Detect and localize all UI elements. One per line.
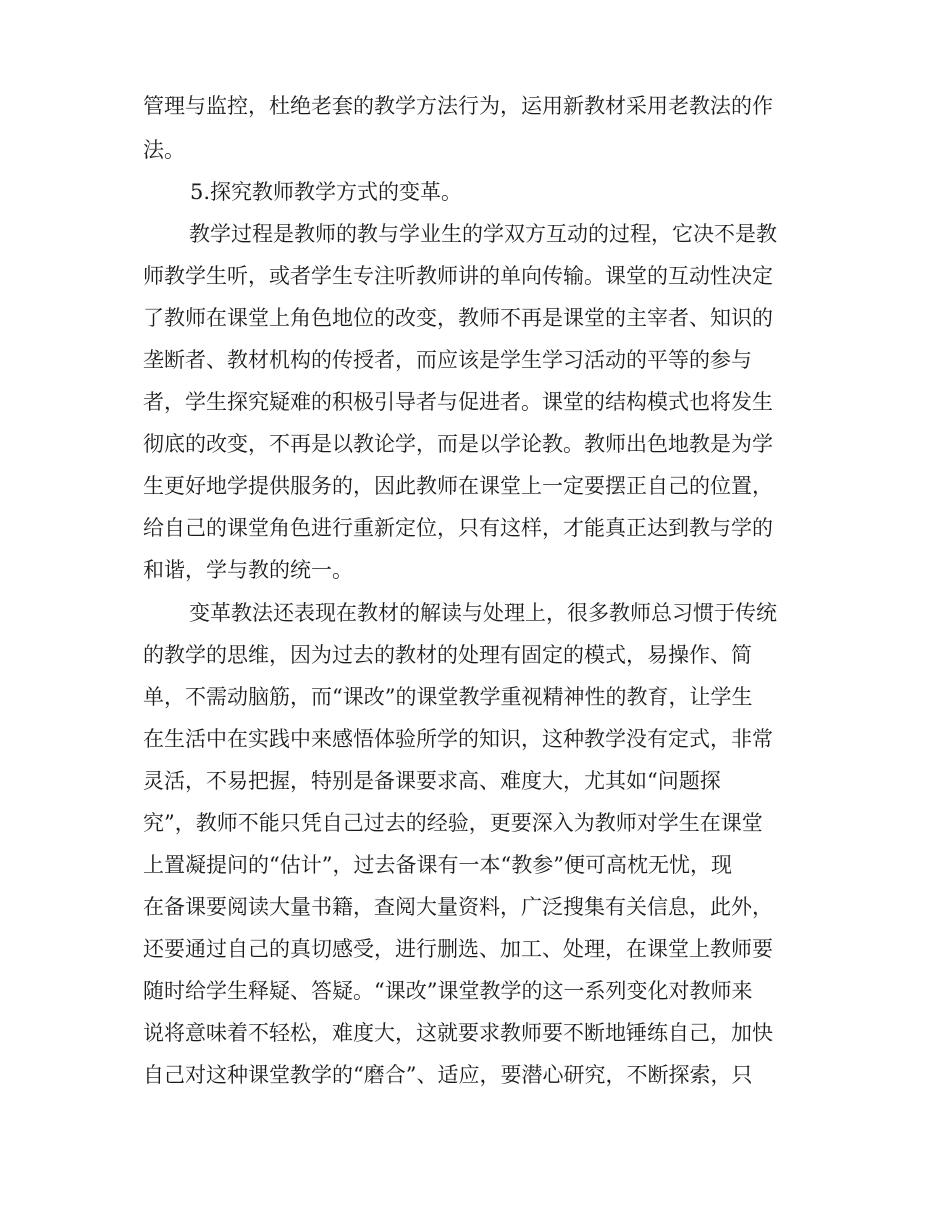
text-line: 垄断者、教材机构的传授者，而应该是学生学习活动的平等的参与 <box>143 348 752 372</box>
text-line: 单，不需动脑筋，而“课改”的课堂教学重视精神性的教育，让学生 <box>143 685 753 709</box>
text-line: 上置凝提问的“估计”，过去备课有一本“教参”便可高枕无忧，现 <box>143 853 732 877</box>
text-line: 灵活，不易把握，特别是备课要求高、难度大，尤其如“问题探 <box>143 769 721 793</box>
text-line: 在生活中在实践中来感悟体验所学的知识，这种教学没有定式，非常 <box>143 727 773 751</box>
text-line: 的教学的思维，因为过去的教材的处理有固定的模式，易操作、简 <box>143 643 752 667</box>
text-line: 者，学生探究疑难的积极引导者与促进者。课堂的结构模式也将发生 <box>143 390 773 414</box>
text-line: 教学过程是教师的教与学业生的学双方互动的过程，它决不是教 <box>189 222 777 246</box>
text-line: 说将意味着不轻松，难度大，这就要求教师要不断地锤练自己，加快 <box>143 1021 773 1045</box>
text-line: 随时给学生释疑、答疑。“课改”课堂教学的这一系列变化对教师来 <box>143 979 753 1003</box>
text-line: 生更好地学提供服务的，因此教师在课堂上一定要摆正自己的位置， <box>143 474 773 498</box>
text-line: 还要通过自己的真切感受，进行删选、加工、处理，在课堂上教师要 <box>143 937 773 961</box>
text-line: 给自己的课堂角色进行重新定位，只有这样，才能真正达到教与学的 <box>143 516 773 540</box>
text-line: 和谐，学与教的统一。 <box>143 558 353 582</box>
text-line: 了教师在课堂上角色地位的改变，教师不再是课堂的主宰者、知识的 <box>143 306 773 330</box>
section-heading: 5.探究教师教学方式的变革。 <box>190 180 463 204</box>
text-line: 管理与监控，杜绝老套的教学方法行为，运用新教材采用老教法的作 <box>143 94 773 118</box>
text-line: 究”，教师不能只凭自己过去的经验，更要深入为教师对学生在课堂 <box>143 811 763 835</box>
text-line: 在备课要阅读大量书籍，查阅大量资料，广泛搜集有关信息，此外， <box>143 895 773 919</box>
text-line: 彻底的改变，不再是以教论学，而是以学论教。教师出色地教是为学 <box>143 432 773 456</box>
text-line: 自己对这种课堂教学的“磨合”、适应，要潜心研究，不断探索，只 <box>143 1063 753 1087</box>
text-line: 法。 <box>143 138 185 162</box>
text-line: 变革教法还表现在教材的解读与处理上，很多教师总习惯于传统 <box>189 601 777 625</box>
text-line: 师教学生听，或者学生专注听教师讲的单向传输。课堂的互动性决定 <box>143 264 773 288</box>
